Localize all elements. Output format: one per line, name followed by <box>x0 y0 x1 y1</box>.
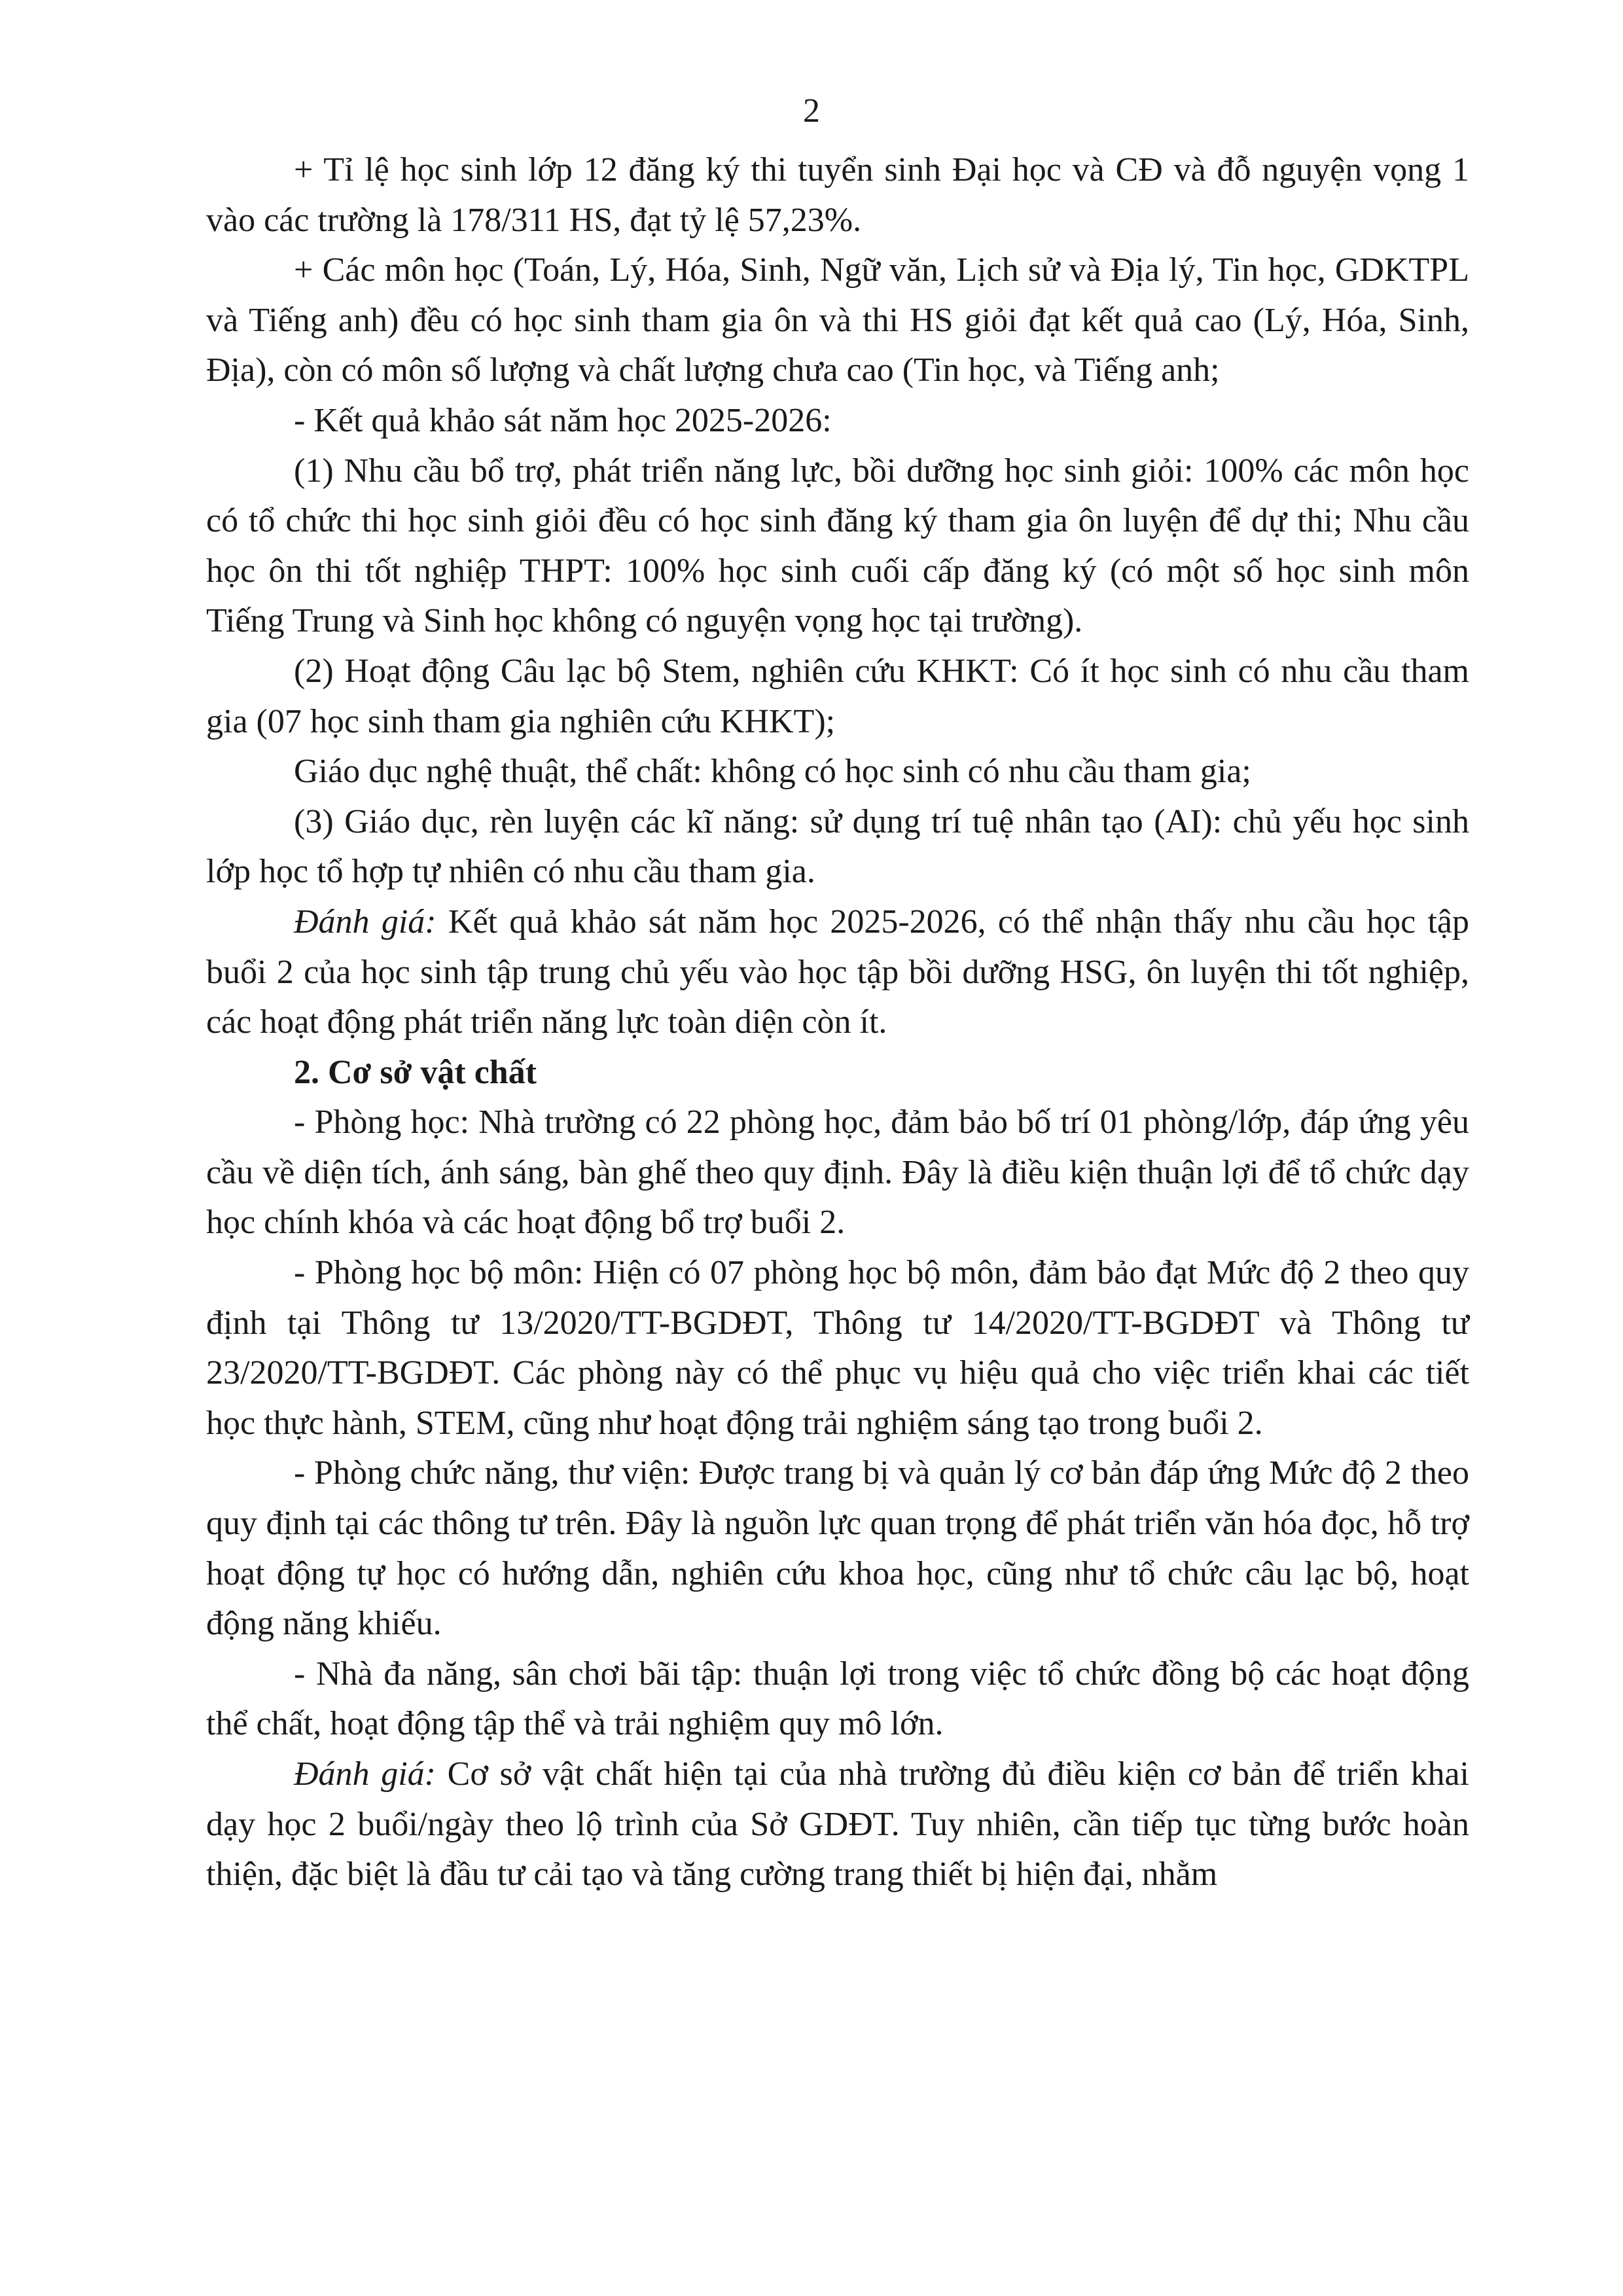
paragraph-survey-need-1: (1) Nhu cầu bổ trợ, phát triển năng lực, bồi dưỡng học sinh giỏi: 100% các môn học có tổ chức thi học sinh giỏi đều có học sinh đăng ký tham gia ôn luyện để dự thi; Nhu cầu học ôn thi tốt nghiệp THPT: 100% học sinh cuối cấp đăng ký (có một số học sinh môn Tiếng Trung và Sinh học không có nguyện vọng học tại trường). <box>206 452 1469 640</box>
paragraph-survey-heading: - Kết quả khảo sát năm học 2025-2026: <box>294 401 832 439</box>
assessment-label: Đánh giá: <box>294 1755 436 1793</box>
paragraph-library: - Phòng chức năng, thư viện: Được trang bị và quản lý cơ bản đáp ứng Mức độ 2 theo quy định tại các thông tư trên. Đây là nguồn lực quan trọng để phát triển văn hóa đọc, hỗ trợ hoạt động tự học có hướng dẫn, nghiên cứu khoa học, cũng như tổ chức câu lạc bộ, hoạt động năng khiếu. <box>206 1454 1469 1643</box>
page-number: 2 <box>803 92 820 130</box>
assessment-text: Cơ sở vật chất hiện tại của nhà trường đủ điều kiện cơ bản để triển khai dạy học 2 buổi/ngày theo lộ trình của Sở GDĐT. Tuy nhiên, cần tiếp tục từng bước hoàn thiện, đặc biệt là đầu tư cải tạo và tăng cường trang thiết bị hiện đại, nhằm <box>206 1755 1469 1893</box>
document-body <box>206 145 1469 1900</box>
assessment-text: Kết quả khảo sát năm học 2025-2026, có thể nhận thấy nhu cầu học tập buổi 2 của học sinh tập trung chủ yếu vào học tập bồi dưỡng HSG, ôn luyện thi tốt nghiệp, các hoạt động phát triển năng lực toàn diện còn ít. <box>206 903 1469 1041</box>
paragraph-multipurpose-hall: - Nhà đa năng, sân chơi bãi tập: thuận lợi trong việc tổ chức đồng bộ các hoạt động thể chất, hoạt động tập thể và trải nghiệm quy mô lớn. <box>206 1655 1469 1743</box>
paragraph-subject-results: + Các môn học (Toán, Lý, Hóa, Sinh, Ngữ văn, Lịch sử và Địa lý, Tin học, GDKTPL và Tiếng anh) đều có học sinh tham gia ôn và thi HS giỏi đạt kết quả cao (Lý, Hóa, Sinh, Địa), còn có môn số lượng và chất lượng chưa cao (Tin học, và Tiếng anh; <box>206 251 1469 389</box>
paragraph-survey-assessment <box>206 897 1469 1048</box>
section-heading-facilities: 2. Cơ sở vật chất <box>294 1053 537 1091</box>
paragraph-survey-need-2: (2) Hoạt động Câu lạc bộ Stem, nghiên cứu KHKT: Có ít học sinh có nhu cầu tham gia (07 học sinh tham gia nghiên cứu KHKT); <box>206 652 1469 740</box>
assessment-label: Đánh giá: <box>294 903 437 941</box>
paragraph-facilities-assessment <box>206 1749 1469 1900</box>
paragraph-arts-physical: Giáo dục nghệ thuật, thể chất: không có học sinh có nhu cầu tham gia; <box>294 753 1251 791</box>
paragraph-classrooms: - Phòng học: Nhà trường có 22 phòng học, đảm bảo bố trí 01 phòng/lớp, đáp ứng yêu cầu về diện tích, ánh sáng, bàn ghế theo quy định. Đây là điều kiện thuận lợi để tổ chức dạy học chính khóa và các hoạt động bổ trợ buổi 2. <box>206 1103 1469 1242</box>
paragraph-subject-rooms: - Phòng học bộ môn: Hiện có 07 phòng học bộ môn, đảm bảo đạt Mức độ 2 theo quy định tại Thông tư 13/2020/TT-BGDĐT, Thông tư 14/2020/TT-BGDĐT và Thông tư 23/2020/TT-BGDĐT. Các phòng này có thể phục vụ hiệu quả cho việc triển khai các tiết học thực hành, STEM, cũng như hoạt động trải nghiệm sáng tạo trong buổi 2. <box>206 1254 1469 1442</box>
paragraph-survey-need-3: (3) Giáo dục, rèn luyện các kĩ năng: sử dụng trí tuệ nhân tạo (AI): chủ yếu học sinh lớp học tổ hợp tự nhiên có nhu cầu tham gia. <box>206 802 1469 891</box>
paragraph-admission-rate: + Tỉ lệ học sinh lớp 12 đăng ký thi tuyển sinh Đại học và CĐ và đỗ nguyện vọng 1 vào các trường là 178/311 HS, đạt tỷ lệ 57,23%. <box>206 151 1469 239</box>
